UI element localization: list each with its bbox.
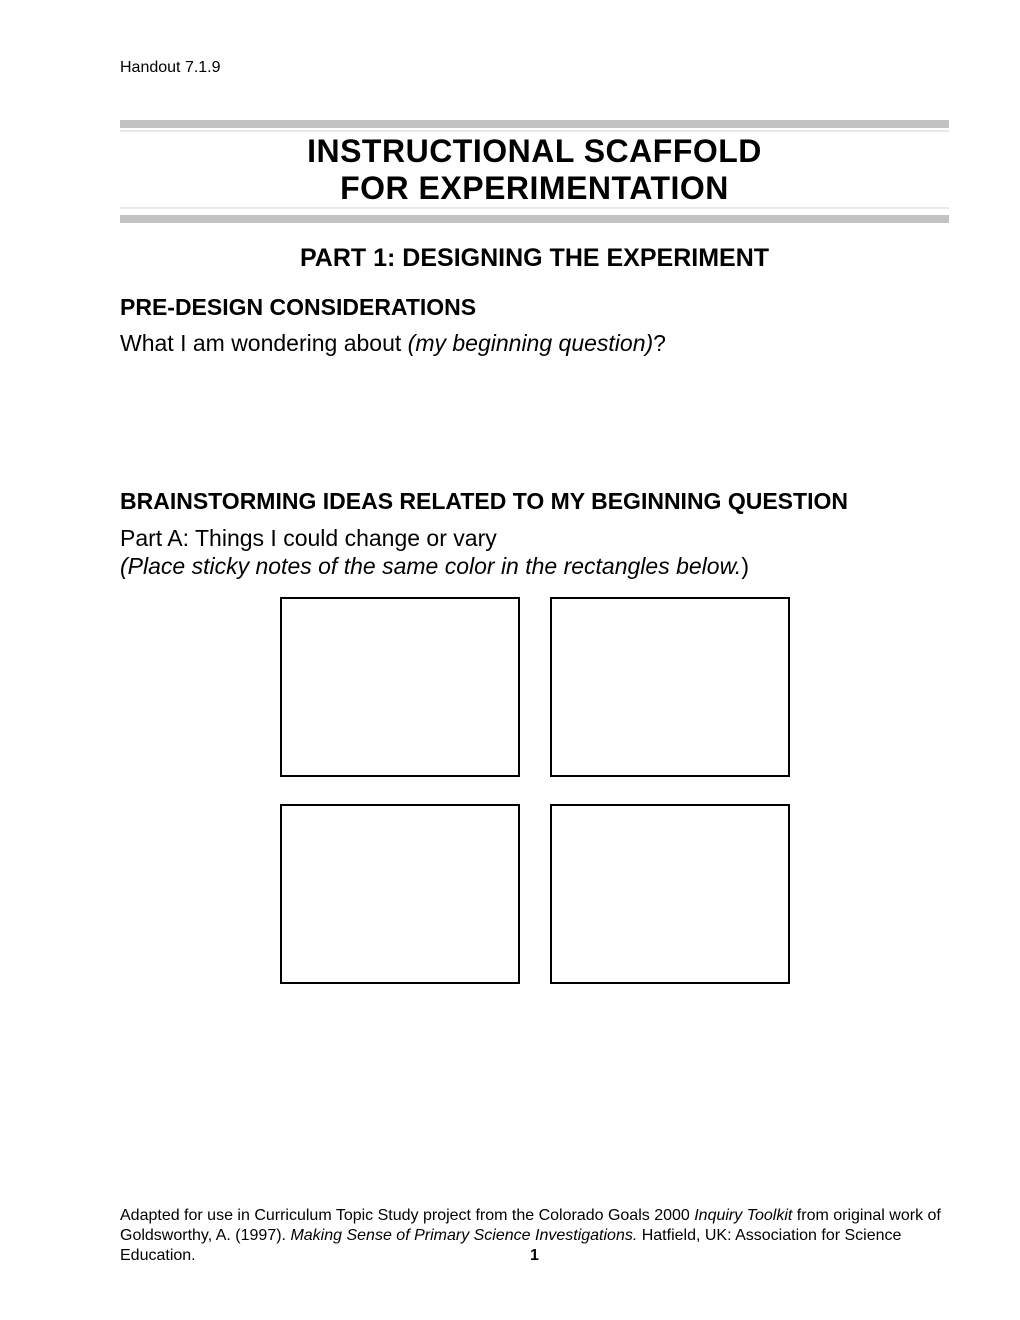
title-bottom-border bbox=[120, 207, 949, 223]
sticky-note-box-3 bbox=[280, 804, 520, 984]
beginning-question-prompt: What I am wondering about (my beginning question)? bbox=[120, 330, 666, 356]
thick-rule bbox=[120, 215, 949, 223]
sticky-note-box-2 bbox=[550, 597, 790, 777]
part-a-label: Part A: Things I could change or vary bbox=[120, 525, 497, 551]
page-title bbox=[120, 133, 949, 207]
brainstorming-heading: BRAINSTORMING IDEAS RELATED TO MY BEGINNING QUESTION bbox=[120, 488, 848, 514]
predesign-heading: PRE-DESIGN CONSIDERATIONS bbox=[120, 294, 477, 320]
part1-heading: PART 1: DESIGNING THE EXPERIMENT bbox=[299, 244, 770, 272]
title-line-2: FOR EXPERIMENTATION bbox=[340, 170, 729, 206]
title-top-border bbox=[120, 120, 949, 132]
thin-rule bbox=[120, 130, 949, 132]
page-number: 1 bbox=[530, 1247, 539, 1264]
handout-label: Handout 7.1.9 bbox=[120, 59, 221, 76]
title-line-1: INSTRUCTIONAL SCAFFOLD bbox=[307, 133, 762, 169]
footer-citation: Adapted for use in Curriculum Topic Study project from the Colorado Goals 2000 Inquiry Toolkit from original work of Goldsworthy, A. (1997). Making Sense of Primary Science Investigations. Hatfield, UK: Association for Science Education. bbox=[120, 1207, 941, 1264]
sticky-note-instruction: (Place sticky notes of the same color in the rectangles below.) bbox=[120, 553, 749, 579]
sticky-note-box-1 bbox=[280, 597, 520, 777]
thin-rule bbox=[120, 207, 949, 209]
sticky-note-grid bbox=[120, 597, 949, 984]
sticky-note-box-4 bbox=[550, 804, 790, 984]
thick-rule bbox=[120, 120, 949, 128]
